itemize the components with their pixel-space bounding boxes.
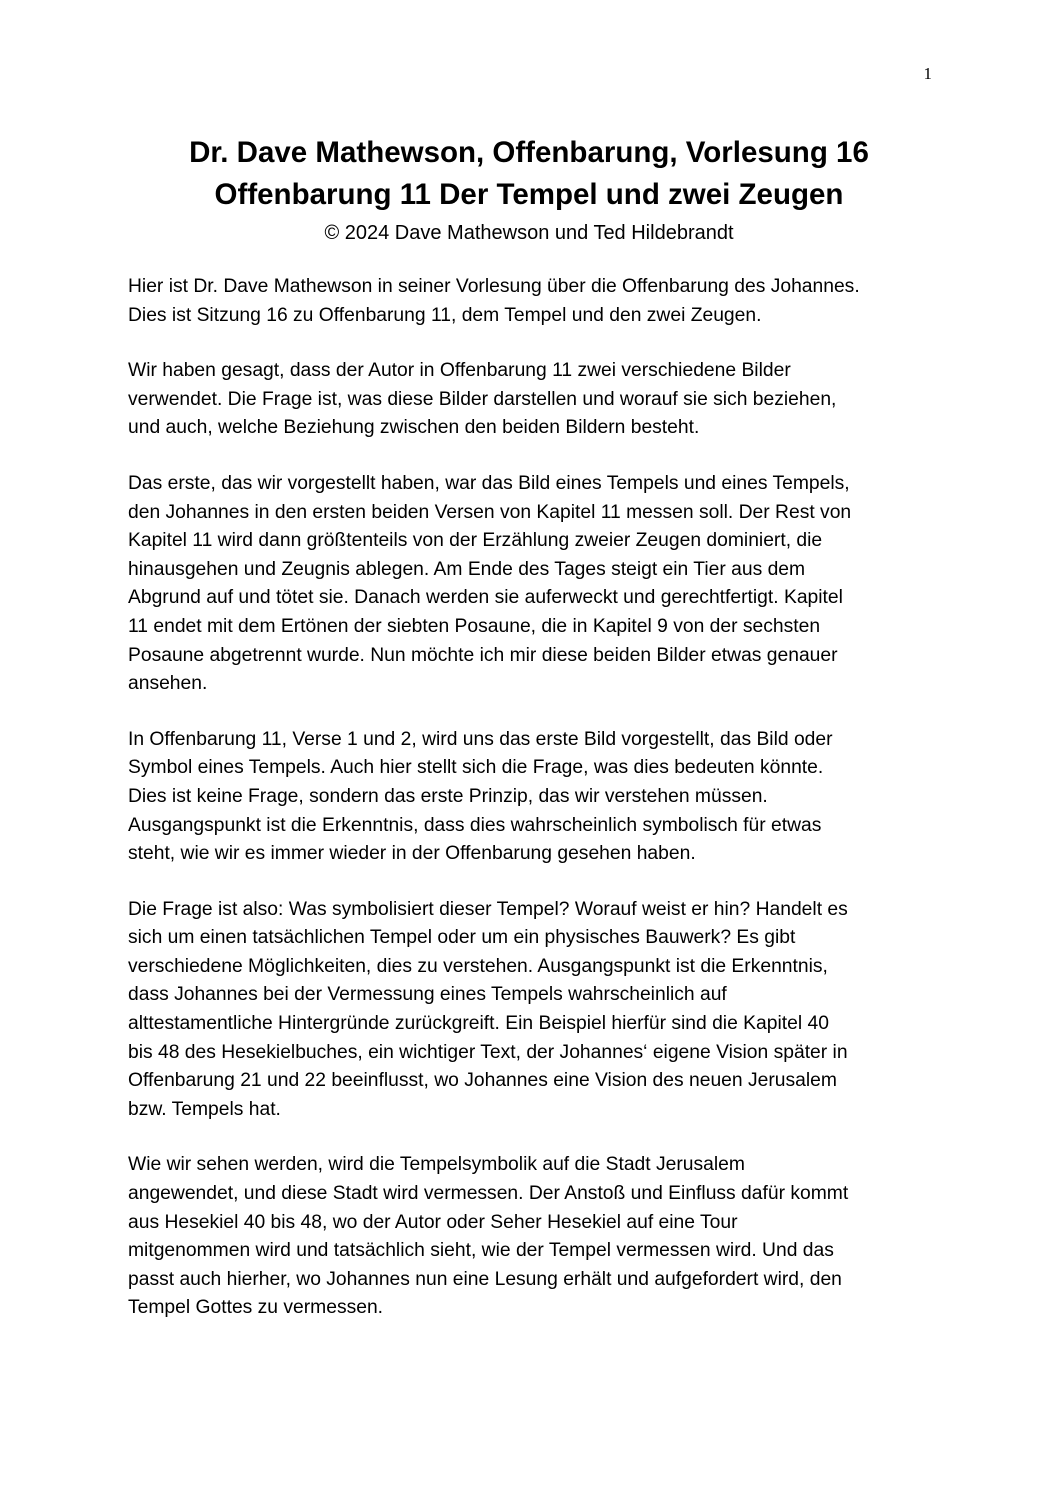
paragraph-line: Kapitel 11 wird dann größtenteils von der Erzählung zweier Zeugen dominiert, die [128, 530, 823, 552]
paragraph [128, 896, 940, 1125]
paragraph-line: hinausgehen und Zeugnis ablegen. Am Ende des Tages steigt ein Tier aus dem [128, 558, 806, 580]
paragraph-line: Hier ist Dr. Dave Mathewson in seiner Vorlesung über die Offenbarung des Johannes. [128, 276, 860, 297]
paragraph-line: In Offenbarung 11, Verse 1 und 2, wird uns das erste Bild vorgestellt, das Bild oder [128, 728, 833, 750]
paragraph-line: Offenbarung 21 und 22 beeinflusst, wo Johannes eine Vision des neuen Jerusalem [128, 1070, 837, 1092]
paragraph-line: 11 endet mit dem Ertönen der siebten Posaune, die in Kapitel 9 von der sechsten [128, 615, 821, 637]
paragraph-line: Posaune abgetrennt wurde. Nun möchte ich mir diese beiden Bilder etwas genauer [128, 644, 838, 666]
paragraph-line: Die Frage ist also: Was symbolisiert dieser Tempel? Worauf weist er hin? Handelt es [128, 898, 848, 920]
paragraph-line: verschiedene Möglichkeiten, dies zu verstehen. Ausgangspunkt ist die Erkenntnis, [128, 955, 828, 977]
paragraph-line: Wir haben gesagt, dass der Autor in Offenbarung 11 zwei verschiedene Bilder [128, 360, 791, 382]
paragraph-line: alttestamentliche Hintergründe zurückgreift. Ein Beispiel hierfür sind die Kapitel 40 [128, 1013, 829, 1035]
paragraph-line: und auch, welche Beziehung zwischen den beiden Bildern besteht. [128, 417, 700, 439]
paragraph [128, 1151, 940, 1323]
paragraph-line: sich um einen tatsächlichen Tempel oder um ein physisches Bauwerk? Es gibt [128, 927, 796, 949]
title-line-1: Dr. Dave Mathewson, Offenbarung, Vorlesung 16 [189, 136, 869, 169]
paragraph-line: mitgenommen wird und tatsächlich sieht, wie der Tempel vermessen wird. Und das [128, 1240, 834, 1262]
document-body [128, 273, 940, 1350]
document-header [100, 132, 958, 248]
paragraph-line: passt auch hierher, wo Johannes nun eine Lesung erhält und aufgefordert wird, den [128, 1268, 842, 1290]
paragraph-line: Tempel Gottes zu vermessen. [128, 1297, 384, 1319]
paragraph-line: bzw. Tempels hat. [128, 1098, 281, 1120]
paragraph [128, 726, 940, 869]
paragraph-line: ansehen. [128, 673, 208, 695]
paragraph-line: dass Johannes bei der Vermessung eines Tempels wahrscheinlich auf [128, 984, 727, 1006]
paragraph [128, 470, 940, 699]
paragraph-line: bis 48 des Hesekielbuches, ein wichtiger Text, der Johannes‘ eigene Vision später in [128, 1041, 848, 1063]
paragraph-line: Dies ist keine Frage, sondern das erste Prinzip, das wir verstehen müssen. [128, 785, 768, 807]
paragraph [128, 357, 940, 443]
paragraph-line: verwendet. Die Frage ist, was diese Bilder darstellen und worauf sie sich beziehen, [128, 388, 837, 410]
paragraph-line: Ausgangspunkt ist die Erkenntnis, dass dies wahrscheinlich symbolisch für etwas [128, 814, 822, 836]
paragraph-line: steht, wie wir es immer wieder in der Offenbarung gesehen haben. [128, 843, 696, 865]
page-number: 1 [923, 64, 932, 83]
title-line-2: Offenbarung 11 Der Tempel und zwei Zeugen [214, 178, 844, 211]
paragraph-line: Wie wir sehen werden, wird die Tempelsymbolik auf die Stadt Jerusalem [128, 1154, 745, 1176]
paragraph-line: Abgrund auf und tötet sie. Danach werden sie auferweckt und gerechtfertigt. Kapitel [128, 587, 843, 609]
paragraph-line: Das erste, das wir vorgestellt haben, war das Bild eines Tempels und eines Tempels, [128, 472, 850, 494]
paragraph-line: Dies ist Sitzung 16 zu Offenbarung 11, dem Tempel und den zwei Zeugen. [128, 304, 762, 326]
paragraph-line: Symbol eines Tempels. Auch hier stellt sich die Frage, was dies bedeuten könnte. [128, 757, 824, 779]
paragraph-line: den Johannes in den ersten beiden Versen von Kapitel 11 messen soll. Der Rest von [128, 501, 852, 523]
paragraph-line: angewendet, und diese Stadt wird vermessen. Der Anstoß und Einfluss dafür kommt [128, 1183, 849, 1205]
copyright-notice: © 2024 Dave Mathewson und Ted Hildebrandt [324, 222, 734, 244]
paragraph-line: aus Hesekiel 40 bis 48, wo der Autor oder Seher Hesekiel auf eine Tour [128, 1211, 738, 1233]
paragraph [128, 273, 940, 330]
